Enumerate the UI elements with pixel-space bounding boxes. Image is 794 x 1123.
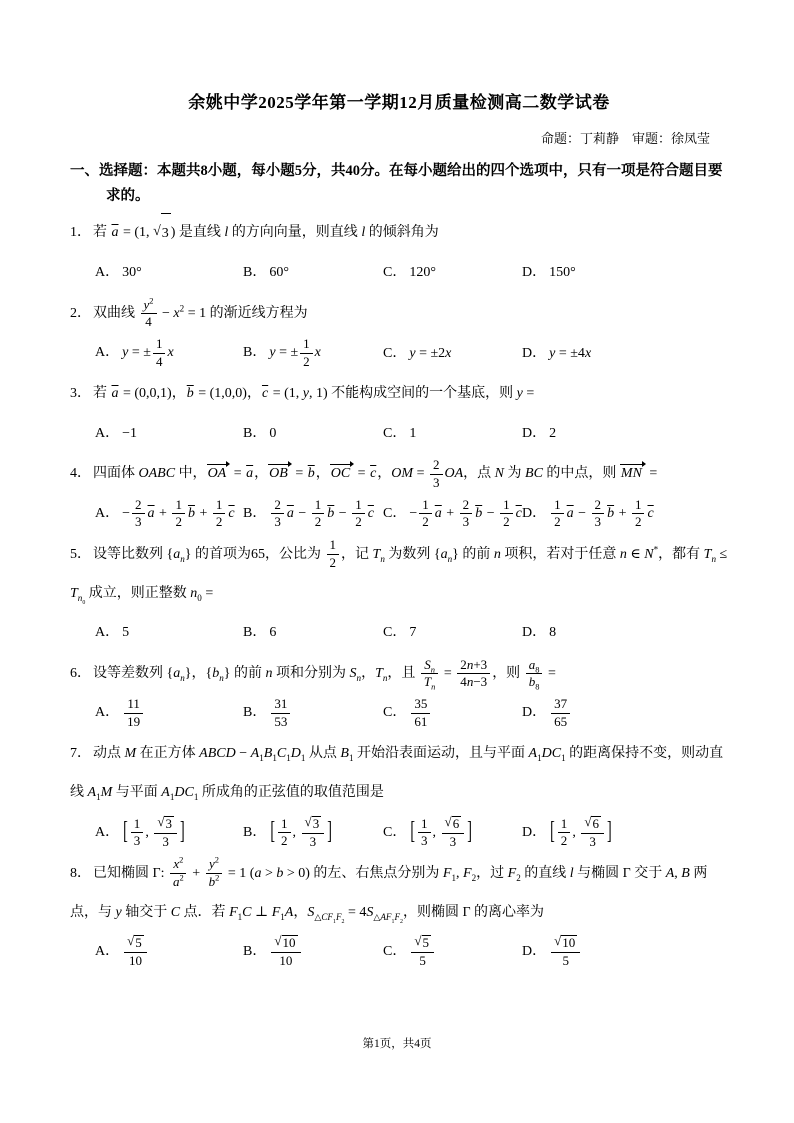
option <box>243 697 383 729</box>
question <box>70 854 728 972</box>
question-text: 四面体 OABC 中，OA = $\overline{a}$，OB = $\overline{b}$，OC = $\overline{c}$，OM = $\frac{2}{3}$ OA，点 N 为 BC 的中点，则 MN = <box>93 457 658 490</box>
option <box>95 935 243 968</box>
option <box>383 697 522 729</box>
option-label: D． <box>522 425 547 441</box>
question <box>70 294 728 373</box>
question-options <box>70 813 728 853</box>
option-value: y = ± $\frac{1}{4}$ x <box>122 336 174 369</box>
option-value: 150° <box>549 265 576 281</box>
option <box>95 624 243 642</box>
option <box>383 264 522 282</box>
option-label: B． <box>243 625 267 641</box>
option-value: 30° <box>122 265 142 281</box>
option <box>522 498 728 530</box>
question-text: 设等差数列 $\{a_n\}$，$\{b_n\}$ 的前 n 项和分别为 $S_n$，$T_n$，且 $\frac{S_n}{T_n}$ = $\frac{2n+3}{4n-3}$ ，则 $\frac{a_8}{b_8}$ = <box>93 656 556 692</box>
option-value: $\frac{2}{3}$ $\overline{a}$ − $\frac{1}{2}$ $\overline{b}$ − $\frac{1}{2}$ $\overline{c}$ <box>269 506 375 521</box>
option <box>243 264 383 282</box>
option-label: D． <box>522 345 547 361</box>
option <box>243 337 383 369</box>
option-label: A． <box>95 345 120 361</box>
option-value: − $\frac{2}{3}$ $\overline{a}$ + $\frac{1}{2}$ $\overline{b}$ + $\frac{1}{2}$ $\overline{c}$ <box>122 496 235 530</box>
option-label: D． <box>522 505 547 521</box>
option <box>243 624 383 642</box>
section-heading: 一、选择题：本题共8小题，每小题5分，共40分。在每小题给出的四个选项中，只有一项是符合题目要求的。 <box>70 163 723 204</box>
question-options <box>70 413 728 453</box>
question <box>70 213 728 293</box>
question-list <box>70 213 728 972</box>
option-value: 5 <box>122 625 130 641</box>
option <box>383 498 522 530</box>
option-value: 60° <box>269 265 289 281</box>
option-label: A． <box>95 705 120 721</box>
question-stem <box>70 654 728 693</box>
option-value: $\frac{35}{61}$ <box>409 705 432 720</box>
question-number: 1． <box>70 224 91 240</box>
question-text: 设等比数列 $\{a_n\}$ 的首项为65，公比为 $\frac{1}{2}$ ，记 $T_n$ 为数列 $\{a_n\}$ 的前 n 项积，若对于任意 n ∈ N*，都有 $T_n \le T_{n_0}$ 成立，则正整数 $n_0$ = <box>70 537 728 606</box>
option <box>383 425 522 443</box>
option-value: [ $\frac{1}{3}$ , √ 3 3 ] <box>123 814 185 849</box>
option-label: D． <box>522 824 547 840</box>
option <box>522 624 728 642</box>
option-value: 8 <box>549 625 557 641</box>
question-number: 3． <box>70 386 91 402</box>
question-options <box>70 932 728 972</box>
option-label: C． <box>383 625 407 641</box>
question-options <box>70 494 728 534</box>
option-value: y = ± $\frac{1}{2}$ x <box>269 336 321 369</box>
option-label: D． <box>522 625 547 641</box>
question <box>70 454 728 533</box>
option-label: D． <box>522 265 547 281</box>
option <box>243 816 383 849</box>
page-footer: 第1页，共4页 <box>362 1038 432 1050</box>
option-label: B． <box>243 824 267 840</box>
option-value: 0 <box>269 425 277 441</box>
option-label: C． <box>383 425 407 441</box>
question-text: 若 $\overline{a} = (1$, √ 3 ) 是直线 l 的方向向量，则直线 l 的倾斜角为 <box>93 225 439 240</box>
option-label: C． <box>383 944 407 960</box>
page-title: 余姚中学2025学年第一学期12月质量检测高二数学试卷 <box>188 93 610 112</box>
option-value: $\frac{1}{2}$ $\overline{a}$ − $\frac{2}{3}$ $\overline{b}$ + $\frac{1}{2}$ $\overline{c}$ <box>549 506 655 521</box>
option-value: [ $\frac{1}{2}$ , √ 3 3 ] <box>270 814 332 849</box>
option-label: A． <box>95 505 120 521</box>
option-value: 2 <box>549 425 557 441</box>
question-number: 7． <box>70 746 91 762</box>
authors-line: 命题：丁莉静 审题：徐凤莹 <box>540 131 710 146</box>
option <box>95 498 243 530</box>
option-value: √ 10 5 <box>549 944 582 959</box>
question-options <box>70 333 728 373</box>
option-label: A． <box>95 265 120 281</box>
question-number: 4． <box>70 466 91 482</box>
question <box>70 374 728 453</box>
option <box>243 498 383 530</box>
option-label: A． <box>95 824 120 840</box>
question-options <box>70 613 728 653</box>
option <box>522 264 728 282</box>
option-label: B． <box>243 345 267 361</box>
option-value: y = ±2x <box>409 345 452 361</box>
question-stem <box>70 213 728 253</box>
option <box>243 425 383 443</box>
option-label: D． <box>522 944 547 960</box>
option <box>95 337 243 369</box>
option-label: B． <box>243 705 267 721</box>
question-stem <box>70 535 728 613</box>
option <box>243 935 383 968</box>
option-value: y = ±4x <box>549 345 592 361</box>
option <box>522 345 728 363</box>
option <box>383 935 522 968</box>
option-label: B． <box>243 505 267 521</box>
option-label: B． <box>243 944 267 960</box>
option-label: C． <box>383 505 407 521</box>
option-value: $\frac{37}{65}$ <box>549 705 572 720</box>
question-text: 若 $\overline{a} = (0,0,1)$，$\overline{b} = (1,0,0)$，$\overline{c} = (1$, y, 1) 不能构成空间的一个基底，则 y = <box>93 386 535 402</box>
option <box>95 264 243 282</box>
option-label: B． <box>243 265 267 281</box>
option <box>383 624 522 642</box>
option <box>95 697 243 729</box>
question-text: 动点 M 在正方体 ABCD − $A_1B_1C_1D_1$ 从点 $B_1$ 开始沿表面运动，且与平面 $A_1DC_1$ 的距离保持不变，则动直线 $A_1M$ 与平面 $A_1DC_1$ 所成角的正弦值的取值范围是 <box>70 746 724 803</box>
option-label: C． <box>383 705 407 721</box>
option-label: C． <box>383 345 407 361</box>
option-value: 1 <box>409 425 417 441</box>
question-stem <box>70 454 728 493</box>
question-text: 双曲线 $\frac{y^2}{4}$ − $x^2 = 1$ 的渐近线方程为 <box>93 295 308 330</box>
option-value: $\frac{31}{53}$ <box>269 705 292 720</box>
option-label: D． <box>522 705 547 721</box>
question-stem <box>70 294 728 333</box>
question-stem <box>70 374 728 413</box>
question <box>70 654 728 733</box>
question-number: 6． <box>70 666 91 681</box>
option <box>522 697 728 729</box>
question-text: 已知椭圆 Γ: $\frac{x^2}{a^2}$ + $\frac{y^2}{b^2}$ = 1 (a > b > 0) 的左、右焦点分别为 $F_1$, $F_2$，过 $F_2$ 的直线 l 与椭圆 Γ 交于 A, B 两点，与 y 轴交于 C 点．若 $F_1C$ ⊥ $F_1A$，$S_{\triangle CF_1F_2} = 4S_{\triangle AF_1F_2}$，则椭圆 Γ 的离心率为 <box>70 854 708 925</box>
option <box>522 935 728 968</box>
question-stem <box>70 734 728 812</box>
option-value: $\frac{11}{19}$ <box>122 705 145 720</box>
option <box>522 425 728 443</box>
option-value: 6 <box>269 625 277 641</box>
question-stem <box>70 854 728 932</box>
option <box>522 816 728 849</box>
option-value: −1 <box>122 425 138 441</box>
option-label: A． <box>95 425 120 441</box>
option-label: C． <box>383 265 407 281</box>
option <box>383 816 522 849</box>
question-options <box>70 253 728 293</box>
option-value: [ $\frac{1}{2}$ , √ 6 3 ] <box>550 814 612 849</box>
option-value: − $\frac{1}{2}$ $\overline{a}$ + $\frac{2}{3}$ $\overline{b}$ − $\frac{1}{2}$ $\overline{c}$ <box>409 496 522 530</box>
question-number: 2． <box>70 306 91 322</box>
option-label: C． <box>383 824 407 840</box>
option-label: A． <box>95 944 120 960</box>
option-label: A． <box>95 625 120 641</box>
option-value: 7 <box>409 625 417 641</box>
question-number: 8． <box>70 865 91 881</box>
option-value: √ 10 10 <box>269 944 302 959</box>
question <box>70 734 728 852</box>
question <box>70 535 728 653</box>
option-label: B． <box>243 425 267 441</box>
option <box>383 345 522 363</box>
option <box>95 816 243 849</box>
question-number: 5． <box>70 546 91 562</box>
option-value: [ $\frac{1}{3}$ , √ 6 3 ] <box>410 814 472 849</box>
question-options <box>70 693 728 733</box>
option-value: 120° <box>409 265 436 281</box>
option-value: √ 5 10 <box>122 944 149 959</box>
option-value: √ 5 5 <box>409 944 436 959</box>
option <box>95 425 243 443</box>
